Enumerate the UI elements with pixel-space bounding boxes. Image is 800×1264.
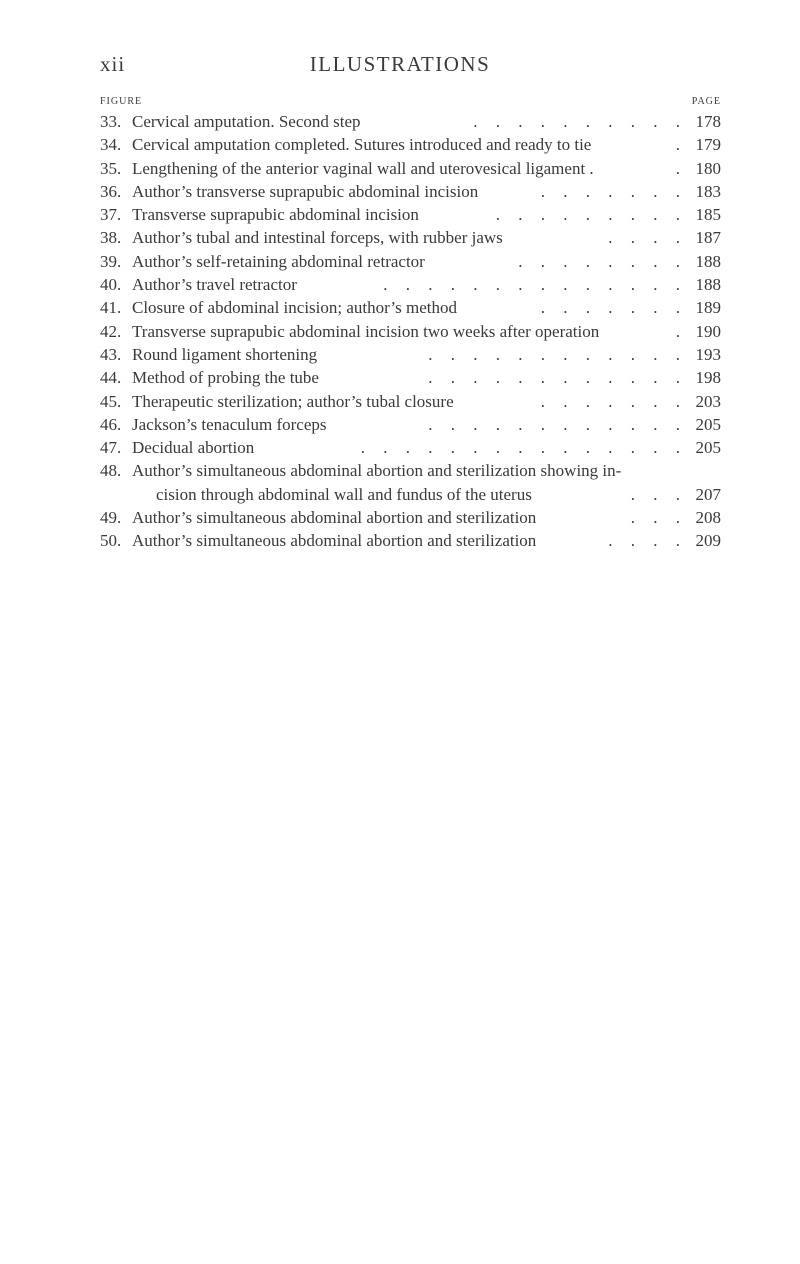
figure-number: 41. [100,298,122,318]
page-ref: 180 [695,158,721,178]
page-ref: 185 [695,205,721,225]
page-ref: 187 [695,228,721,248]
dot-leader: . [675,158,687,178]
page-ref: 183 [695,181,721,201]
figure-title: Transverse suprapubic abdominal incision two weeks after operation [132,321,600,341]
list-item [100,296,721,319]
page-ref: 189 [695,298,721,318]
figure-number: 50. [100,531,122,551]
figure-title: Author’s simultaneous abdominal abortion and sterilization [132,508,537,528]
dot-leader: . . . . . . . . . . . . . . [383,275,687,295]
figure-number: 46. [100,414,122,434]
dot-leader: . . . [630,484,687,504]
figure-title: Author’s tubal and intestinal forceps, with rubber jaws [132,228,503,248]
dot-leader: . . . . . . . . . . . . [428,344,687,364]
page-number: xii [100,52,126,76]
list-item [100,529,721,552]
figure-title: Therapeutic sterilization; author’s tubal closure [132,391,454,411]
dot-leader: . . . . . . . . . . . . . . . [360,438,687,458]
figure-title: Decidual abortion [132,438,255,458]
page-ref: 188 [695,275,721,295]
figure-number: 45. [100,391,122,411]
figure-title: Jackson’s tenaculum forceps [132,414,327,434]
dot-leader: . . . . . . . . . . . . [428,414,687,434]
dot-leader: . . . . . . . . . . . . [428,368,687,388]
page-ref: 188 [695,251,721,271]
figure-number: 34. [100,135,122,155]
page-ref: 205 [695,414,721,434]
list-item [100,250,721,273]
dot-leader: . . . . . . . . . . [473,112,687,131]
dot-leader: . . . . . . . [540,391,687,411]
list-item [100,390,721,413]
figure-number: 47. [100,438,122,458]
figure-title: Author’s travel retractor [132,275,297,295]
list-item [100,413,721,436]
figure-title: Transverse suprapubic abdominal incision [132,205,419,225]
list-item [100,273,721,296]
figure-number: 43. [100,344,122,364]
figure-title: Author’s simultaneous abdominal abortion and sterilization showing in- [132,461,622,481]
list-item [100,366,721,389]
dot-leader: . . . . [608,228,687,248]
figure-title: Author’s simultaneous abdominal abortion and sterilization [132,531,537,551]
figure-number: 33. [100,112,122,131]
page-title: ILLUSTRATIONS [309,52,491,76]
figure-title: Cervical amputation completed. Sutures introduced and ready to tie [132,135,592,155]
page-ref: 207 [695,484,721,504]
dot-leader: . . . . . . . . [518,251,687,271]
figure-number: 35. [100,158,122,178]
illustrations-list [100,110,721,553]
figure-title: Lengthening of the anterior vaginal wall and uterovesical ligament . [132,158,594,178]
page-column-header: PAGE [691,96,721,107]
list-item [100,133,721,156]
running-head [100,52,700,82]
dot-leader: . . . [630,508,687,528]
dot-leader: . [675,135,687,155]
column-headers [100,96,721,110]
page-ref: 209 [695,531,721,551]
list-item [100,226,721,249]
figure-title: Author’s transverse suprapubic abdominal incision [132,181,479,201]
figure-column-header: FIGURE [100,96,143,107]
list-item [100,203,721,226]
figure-title: Method of probing the tube [132,368,319,388]
figure-number: 40. [100,275,122,295]
page-ref: 193 [695,344,721,364]
list-item [100,110,721,133]
figure-number: 48. [100,461,122,481]
list-item [100,459,721,506]
page-ref: 178 [695,112,721,131]
list-item [100,157,721,180]
dot-leader: . . . . . . . [540,298,687,318]
list-item [100,506,721,529]
figure-number: 37. [100,205,122,225]
figure-title: Closure of abdominal incision; author’s method [132,298,458,318]
page-ref: 179 [695,135,721,155]
figure-number: 42. [100,321,122,341]
page-ref: 208 [695,508,721,528]
figure-number: 49. [100,508,122,528]
dot-leader: . . . . . . . . . [495,205,687,225]
list-item [100,180,721,203]
page-ref: 205 [695,438,721,458]
figure-title: Author’s self-retaining abdominal retractor [132,251,425,271]
dot-leader: . [675,321,687,341]
page-ref: 198 [695,368,721,388]
figure-number: 39. [100,251,122,271]
list-item [100,320,721,343]
figure-number: 36. [100,181,122,201]
page-ref: 203 [695,391,721,411]
dot-leader: . . . . [608,531,687,551]
figure-number: 38. [100,228,122,248]
figure-title: Round ligament shortening [132,344,318,364]
figure-title: Cervical amputation. Second step [132,112,361,131]
list-item [100,343,721,366]
figure-number: 44. [100,368,122,388]
list-item [100,436,721,459]
dot-leader: . . . . . . . [540,181,687,201]
page-ref: 190 [695,321,721,341]
figure-title-continuation: cision through abdominal wall and fundus of the uterus [156,484,532,504]
